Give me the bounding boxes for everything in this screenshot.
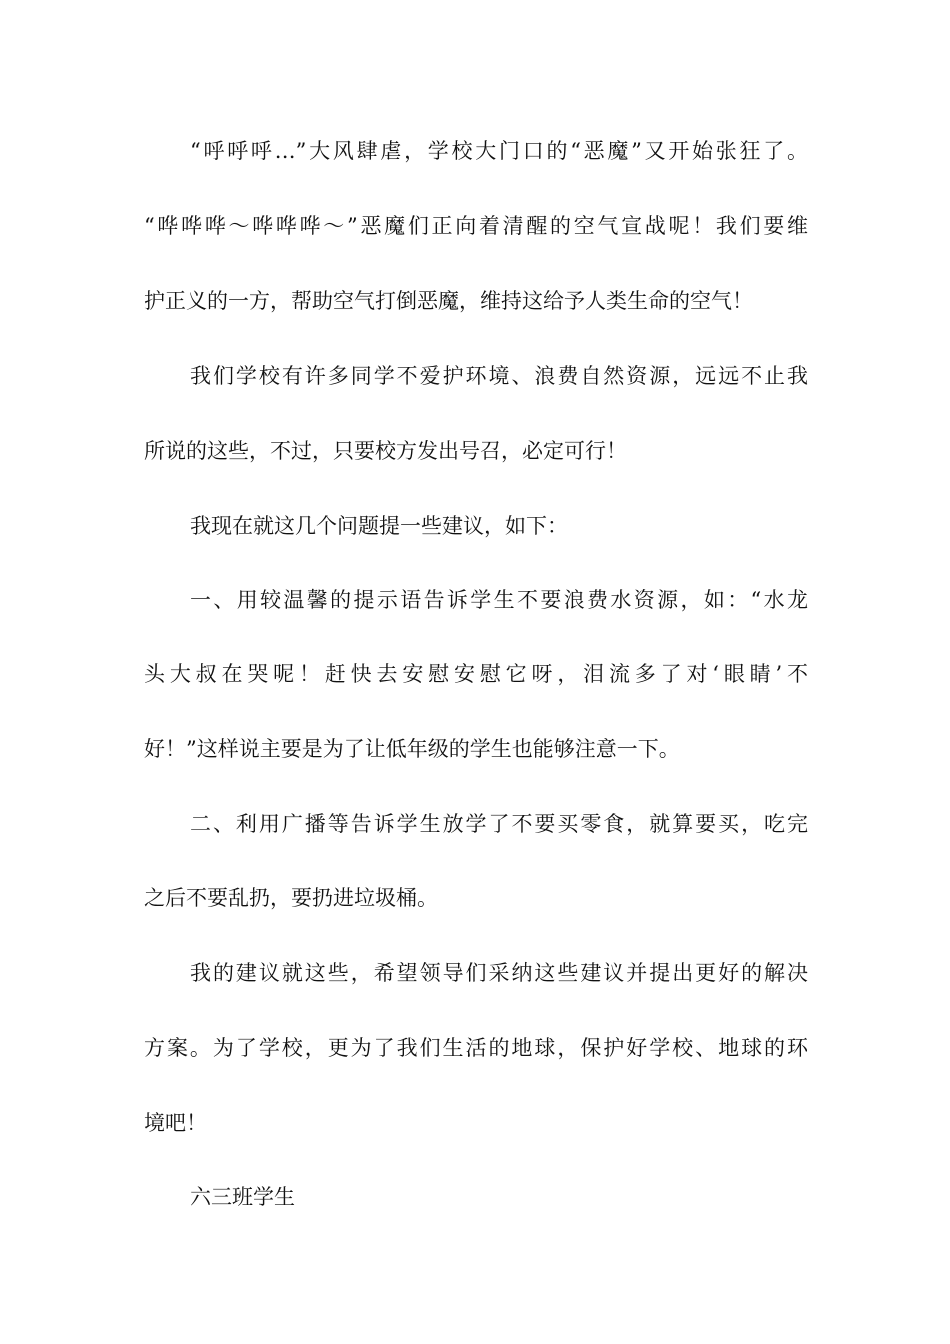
text-line: “呼呼呼…”大风肆虐，学校大门口的“恶魔”又开始张狂了。 — [190, 139, 808, 163]
text-line: 所说的这些，不过，只要校方发出号召，必定可行！ — [144, 439, 627, 463]
text-line: 好！”这样说主要是为了让低年级的学生也能够注意一下。 — [144, 737, 680, 761]
signature-line: 六三班学生 — [190, 1185, 295, 1209]
text-line: 护正义的一方，帮助空气打倒恶魔，维持这给予人类生命的空气！ — [144, 289, 753, 313]
text-line: 我们学校有许多同学不爱护环境、浪费自然资源，远远不止我 — [190, 364, 808, 388]
text-line: 我的建议就这些，希望领导们采纳这些建议并提出更好的解决 — [190, 961, 808, 985]
text-line: 二、利用广播等告诉学生放学了不要买零食，就算要买，吃完 — [190, 812, 808, 836]
text-line: “哗哗哗～哗哗哗～”恶魔们正向着清醒的空气宣战呢！我们要维 — [144, 214, 808, 238]
text-line: 我现在就这几个问题提一些建议，如下： — [190, 514, 568, 538]
text-line: 境吧！ — [144, 1111, 207, 1135]
text-line: 之后不要乱扔，要扔进垃圾桶。 — [144, 886, 438, 910]
text-line: 方案。为了学校，更为了我们生活的地球，保护好学校、地球的环 — [144, 1036, 808, 1060]
text-line: 一、用较温馨的提示语告诉学生不要浪费水资源，如：“水龙 — [190, 588, 808, 612]
text-line: 头大叔在哭呢！赶快去安慰安慰它呀，泪流多了对‘眼睛’不 — [144, 662, 808, 686]
